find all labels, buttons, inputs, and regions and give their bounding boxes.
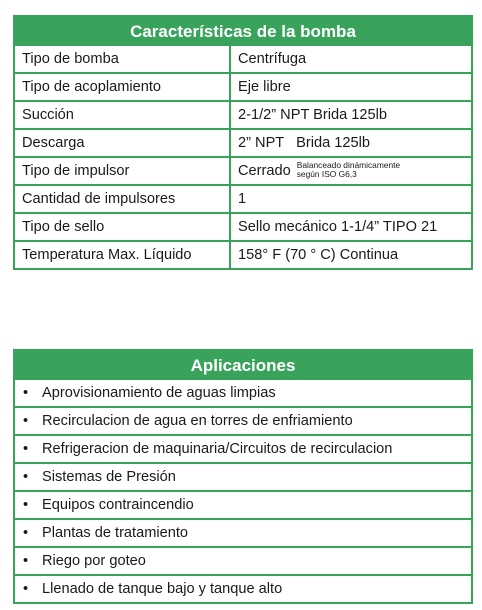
spec-value: 1 (230, 185, 472, 213)
table-row (14, 241, 472, 269)
list-item (14, 547, 472, 575)
spec-label: Tipo de impulsor (14, 157, 230, 185)
bullet-icon: • (14, 407, 36, 435)
list-item (14, 435, 472, 463)
spec-label: Succión (14, 101, 230, 129)
spec-value: 2” NPT Brida 125lb (230, 129, 472, 157)
spec-label: Temperatura Max. Líquido (14, 241, 230, 269)
bullet-icon: • (14, 379, 36, 407)
bullet-icon: • (14, 463, 36, 491)
impulsor-note-line2: según ISO G6,3 (296, 168, 357, 179)
application-text: Plantas de tratamiento (36, 519, 472, 547)
applications-title: Aplicaciones (13, 349, 473, 378)
application-text: Equipos contraincendio (36, 491, 472, 519)
application-text: Llenado de tanque bajo y tanque alto (36, 575, 472, 603)
list-item (14, 519, 472, 547)
application-text: Refrigeracion de maquinaria/Circuitos de recirculacion (36, 435, 472, 463)
table-row (14, 213, 472, 241)
bullet-icon: • (14, 575, 36, 603)
spec-value-impulsor (230, 157, 472, 185)
list-item (14, 407, 472, 435)
table-row (14, 45, 472, 73)
impulsor-type: Cerrado (238, 163, 291, 179)
bullet-icon: • (14, 519, 36, 547)
spec-value: Sello mecánico 1-1/4” TIPO 21 (230, 213, 472, 241)
impulsor-note-line1: Balanceado dinámicamente (296, 159, 401, 170)
spec-label: Descarga (14, 129, 230, 157)
spec-value: 2-1/2” NPT Brida 125lb (230, 101, 472, 129)
pump-specs-table (13, 15, 473, 270)
table-row (14, 129, 472, 157)
spec-value: 158° F (70 ° C) Continua (230, 241, 472, 269)
list-item (14, 491, 472, 519)
table-row (14, 185, 472, 213)
bullet-icon: • (14, 491, 36, 519)
application-text: Riego por goteo (36, 547, 472, 575)
applications-list (13, 378, 473, 604)
spec-label: Tipo de sello (14, 213, 230, 241)
impulsor-note (297, 161, 400, 179)
spec-label: Tipo de bomba (14, 45, 230, 73)
bullet-icon: • (14, 435, 36, 463)
table-row (14, 157, 472, 185)
table-row (14, 101, 472, 129)
spec-value: Eje libre (230, 73, 472, 101)
table-row (14, 73, 472, 101)
specs-grid (13, 44, 473, 270)
application-text: Sistemas de Presión (36, 463, 472, 491)
spec-label: Tipo de acoplamiento (14, 73, 230, 101)
list-item (14, 379, 472, 407)
list-item (14, 575, 472, 603)
list-item (14, 463, 472, 491)
specs-title: Características de la bomba (13, 15, 473, 44)
spec-value: Centrífuga (230, 45, 472, 73)
application-text: Aprovisionamiento de aguas limpias (36, 379, 472, 407)
spec-label: Cantidad de impulsores (14, 185, 230, 213)
application-text: Recirculacion de agua en torres de enfriamiento (36, 407, 472, 435)
applications-table (13, 349, 473, 604)
bullet-icon: • (14, 547, 36, 575)
